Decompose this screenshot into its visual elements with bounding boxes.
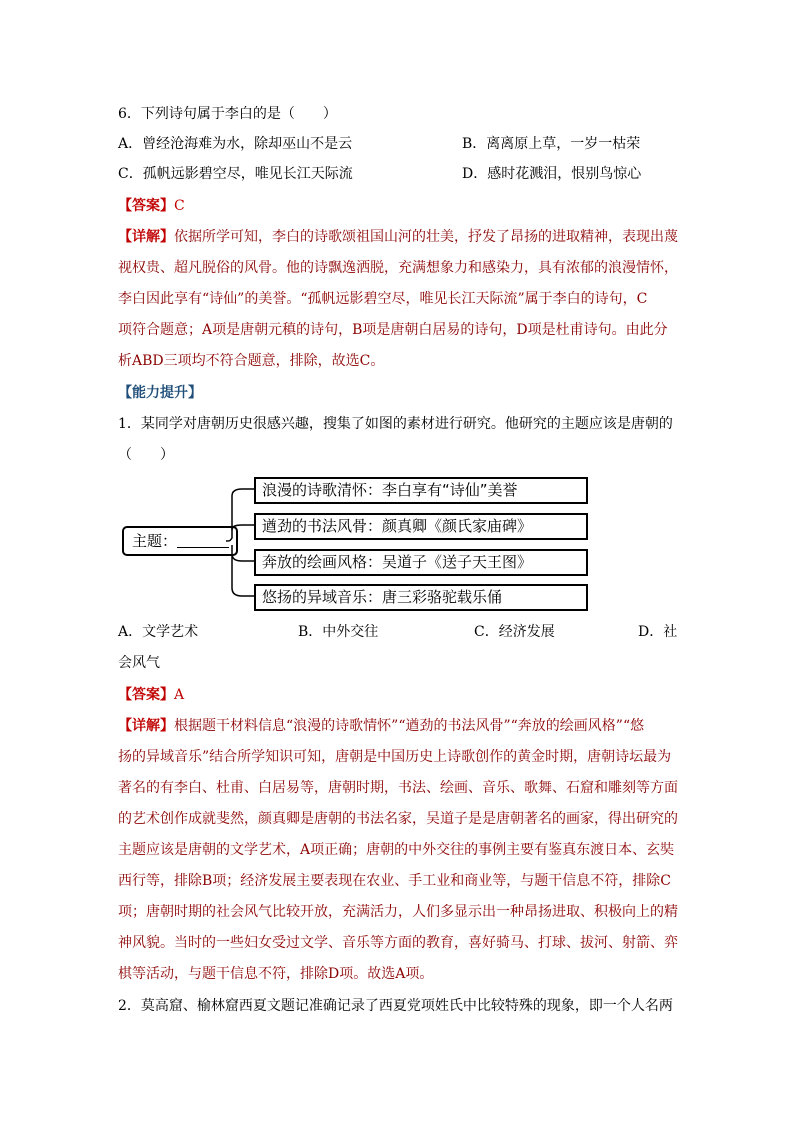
section-heading: 【能力提升】	[118, 385, 202, 401]
detail-text: 根据题干材料信息“浪漫的诗歌情怀”“遒劲的书法风骨”“奔放的绘画风格”“悠	[174, 718, 645, 734]
diagram-box-music: 悠扬的异域音乐：唐三彩骆驼载乐俑	[254, 584, 588, 611]
q1-answer-line	[118, 685, 184, 705]
detail-tag: 【详解】	[118, 718, 174, 734]
q6-detail-line-2: 视权贵、超凡脱俗的风骨。他的诗飘逸洒脱，充满想象力和感染力，具有浓郁的浪漫情怀，	[118, 260, 678, 276]
q6-detail-line-1	[118, 227, 678, 247]
q1-detail-line-4: 的艺术创作成就斐然，颜真卿是唐朝的书法名家，吴道子是是唐朝著名的画家，得出研究的	[118, 811, 678, 827]
topic-box	[122, 526, 238, 556]
q6-detail-line-4: 项符合题意；A项是唐朝元稹的诗句，B项是唐朝白居易的诗句，D项是杜甫诗句。由此分	[118, 322, 668, 338]
q1-detail-line-8: 神风貌。当时的一些妇女受过文学、音乐等方面的教育，喜好骑马、打球、拔河、射箭、弈	[118, 935, 678, 951]
q1-option-c: C．经济发展	[474, 624, 555, 640]
q1-detail-line-3: 著名的有李白、杜甫、白居易等，唐朝时期，书法、绘画、音乐、歌舞、石窟和雕刻等方面	[118, 780, 678, 796]
q6-option-d: D．感时花溅泪，恨别鸟惊心	[462, 166, 642, 182]
question-1-stem-line-2: （ ）	[118, 447, 174, 463]
q1-detail-line-7: 项；唐朝时期的社会风气比较开放，充满活力，人们多显示出一种昂扬进取、积极向上的精	[118, 904, 678, 920]
answer-tag: 【答案】	[118, 198, 174, 214]
q1-option-b: B．中外交往	[298, 624, 379, 640]
question-2-stem-line-1: 2．莫高窟、榆林窟西夏文题记准确记录了西夏党项姓氏中比较特殊的现象，即一个人名两	[118, 998, 673, 1014]
q1-detail-line-6: 西行等，排除B项；经济发展主要表现在农业、手工业和商业等，与题干信息不符，排除C	[118, 873, 671, 889]
answer-value: A	[174, 687, 185, 703]
q6-option-c: C．孤帆远影碧空尽，唯见长江天际流	[118, 166, 353, 182]
diagram-box-poetry: 浪漫的诗歌清怀：李白享有“诗仙”美誉	[254, 477, 588, 504]
q1-option-a: A．文学艺术	[118, 624, 199, 640]
topic-blank	[177, 531, 229, 548]
question-1-stem-line-1: 1．某同学对唐朝历史很感兴趣，搜集了如图的素材进行研究。他研究的主题应该是唐朝的	[118, 416, 673, 432]
diagram-box-painting: 奔放的绘画风格：吴道子《送子天王图》	[254, 549, 588, 576]
q1-detail-line-9: 棋等活动，与题干信息不符，排除D项。故选A项。	[118, 966, 434, 982]
q1-detail-line-5: 主题应该是唐朝的文学艺术，A项正确；唐朝的中外交往的事例主要有鉴真东渡日本、玄奘	[118, 842, 675, 858]
q1-detail-line-2: 扬的异域音乐”结合所学知识可知，唐朝是中国历史上诗歌创作的黄金时期，唐朝诗坛最为	[118, 749, 672, 765]
topic-label: 主题：	[132, 532, 178, 550]
q6-answer-line	[118, 196, 185, 216]
detail-text: 依据所学可知，李白的诗歌颂祖国山河的壮美，抒发了昂扬的进取精神，表现出蔑	[174, 229, 678, 245]
topic-diagram	[118, 470, 588, 620]
question-6-stem: 6．下列诗句属于李白的是（ ）	[118, 106, 337, 122]
answer-value: C	[174, 198, 185, 214]
diagram-box-calligraphy: 遒劲的书法风骨：颜真卿《颜氏家庙碑》	[254, 513, 588, 540]
answer-tag: 【答案】	[118, 687, 174, 703]
q1-option-d-wrap: 会风气	[118, 655, 160, 671]
detail-tag: 【详解】	[118, 229, 174, 245]
q6-detail-line-3: 李白因此享有“诗仙”的美誉。“孤帆远影碧空尽，唯见长江天际流”属于李白的诗句，C	[118, 291, 648, 307]
q6-detail-line-5: 析ABD三项均不符合题意，排除，故选C。	[118, 353, 385, 369]
q1-detail-line-1	[118, 716, 644, 736]
q1-option-d: D．社	[638, 624, 678, 640]
q6-option-b: B．离离原上草，一岁一枯荣	[462, 136, 641, 152]
q6-option-a: A．曾经沧海难为水，除却巫山不是云	[118, 136, 353, 152]
